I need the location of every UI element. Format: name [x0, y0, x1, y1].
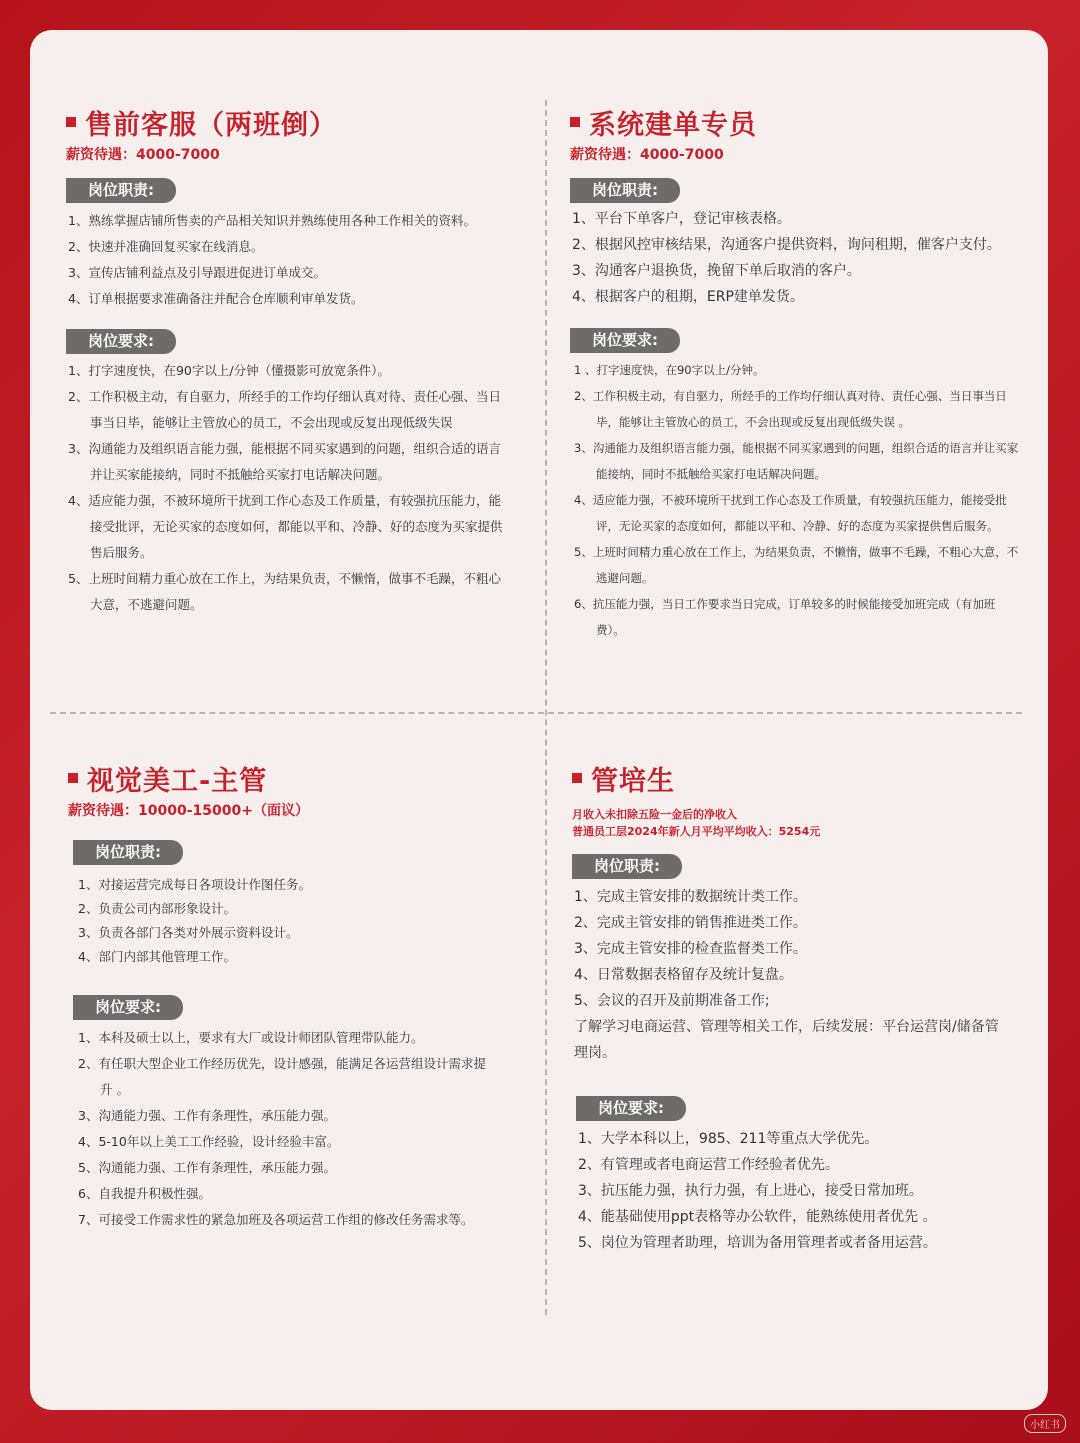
list-item: 4、能基础使用ppt表格等办公软件，能熟练使用者优先 。 — [578, 1209, 937, 1225]
list-item: 4、适应能力强，不被环境所干扰到工作心态及工作质量，有较强抗压能力，能接受批评，无论买家的态度如何，都能以平和、冷静、好的态度为买家提供售后服务。 — [68, 493, 503, 560]
requirements-label: 岗位要求: — [576, 1096, 686, 1121]
watermark-logo: 小红书 — [1024, 1414, 1066, 1433]
duties-list — [572, 206, 1020, 310]
duties-label: 岗位职责: — [73, 840, 183, 865]
duties-label: 岗位职责: — [570, 178, 680, 203]
list-item: 2、工作积极主动，有自驱力，所经手的工作均仔细认真对待、责任心强、当日事当日毕，能够让主管放心的员工，不会出现或反复出现低级失误 。 — [574, 389, 1007, 429]
section-title: 系统建单专员 — [570, 104, 1020, 140]
income-note: 月收入未扣除五险一金后的净收入 — [572, 808, 737, 821]
list-item: 3、沟通能力及组织语言能力强，能根据不同买家遇到的问题，组织合适的语言并让买家能接纳，同时不抵触给买家打电话解决问题。 — [574, 441, 1019, 481]
list-item: 1 、打字速度快，在90字以上/分钟。 — [574, 363, 765, 377]
career-path: 了解学习电商运营、管理等相关工作，后续发展：平台运营岗/储备管理岗。 — [574, 1019, 999, 1061]
list-item: 1、本科及硕士以上，要求有大厂或设计师团队管理带队能力。 — [78, 1030, 424, 1045]
list-item: 3、抗压能力强，执行力强，有上进心，接受日常加班。 — [578, 1183, 923, 1199]
section-order-specialist — [570, 104, 1020, 643]
list-item: 1、熟练掌握店铺所售卖的产品相关知识并熟练使用各种工作相关的资料。 — [68, 213, 476, 228]
list-item: 3、宣传店铺利益点及引导跟进促进订单成交。 — [68, 265, 326, 280]
list-item: 5、岗位为管理者助理，培训为备用管理者或者备用运营。 — [578, 1235, 937, 1251]
list-item: 4、日常数据表格留存及统计复盘。 — [574, 967, 793, 983]
list-item: 2、有管理或者电商运营工作经验者优先。 — [578, 1157, 839, 1173]
list-item: 4、订单根据要求准确备注并配合仓库顺利审单发货。 — [68, 291, 364, 306]
square-bullet-icon — [570, 117, 580, 127]
list-item: 2、根据风控审核结果，沟通客户提供资料，询问租期，催客户支付。 — [572, 237, 1001, 253]
list-item: 5、上班时间精力重心放在工作上，为结果负责，不懒惰，做事不毛躁，不粗心大意，不逃避问题。 — [68, 571, 501, 612]
duties-list — [78, 873, 518, 969]
job-poster-card — [30, 30, 1048, 1410]
square-bullet-icon — [68, 773, 78, 783]
section-title: 管培生 — [572, 760, 1012, 796]
list-item: 3、完成主管安排的检查监督类工作。 — [574, 941, 807, 957]
horizontal-divider — [50, 712, 1022, 714]
requirements-list — [68, 358, 506, 618]
list-item: 2、有任职大型企业工作经历优先，设计感强，能满足各运营组设计需求提升 。 — [78, 1056, 486, 1097]
duties-label: 岗位职责: — [66, 178, 176, 203]
list-item: 6、自我提升积极性强。 — [78, 1186, 211, 1201]
requirements-label: 岗位要求: — [570, 328, 680, 353]
list-item: 1、平台下单客户，登记审核表格。 — [572, 211, 791, 227]
list-item: 4、5-10年以上美工工作经验，设计经验丰富。 — [78, 1134, 340, 1149]
list-item: 3、沟通能力强、工作有条理性，承压能力强。 — [78, 1108, 336, 1123]
list-item: 7、可接受工作需求性的紧急加班及各项运营工作组的修改任务需求等。 — [78, 1212, 474, 1227]
requirements-list — [78, 1025, 498, 1233]
list-item: 4、部门内部其他管理工作。 — [78, 949, 236, 964]
list-item: 4、适应能力强，不被环境所干扰到工作心态及工作质量，有较强抗压能力，能接受批评，无论买家的态度如何，都能以平和、冷静、好的态度为买家提供售后服务。 — [574, 493, 1007, 533]
list-item: 1、打字速度快，在90字以上/分钟（懂摄影可放宽条件）。 — [68, 363, 390, 378]
list-item: 5、上班时间精力重心放在工作上，为结果负责，不懒惰，做事不毛躁，不粗心大意，不逃避问题。 — [574, 545, 1019, 585]
list-item: 2、快速并准确回复买家在线消息。 — [68, 239, 264, 254]
list-item: 3、负责各部门各类对外展示资料设计。 — [78, 925, 299, 940]
square-bullet-icon — [572, 773, 582, 783]
requirements-label: 岗位要求: — [66, 329, 176, 354]
duties-list — [574, 884, 1012, 1014]
salary: 薪资待遇：10000-15000+（面议） — [68, 803, 309, 819]
list-item: 5、会议的召开及前期准备工作; — [574, 993, 770, 1009]
income-average: 普通员工层2024年新人月平均平均收入：5254元 — [572, 825, 821, 838]
section-presales — [66, 104, 506, 618]
section-title: 视觉美工-主管 — [68, 760, 518, 796]
list-item: 2、负责公司内部形象设计。 — [78, 901, 236, 916]
list-item: 2、完成主管安排的销售推进类工作。 — [574, 915, 807, 931]
duties-label: 岗位职责: — [572, 854, 682, 879]
list-item: 4、根据客户的租期，ERP建单发货。 — [572, 289, 804, 305]
list-item: 6、抗压能力强，当日工作要求当日完成，订单较多的时候能接受加班完成（有加班费）。 — [574, 597, 996, 637]
list-item: 1、大学本科以上，985、211等重点大学优先。 — [578, 1131, 879, 1147]
salary: 薪资待遇：4000-7000 — [66, 147, 220, 163]
square-bullet-icon — [66, 117, 76, 127]
requirements-list — [574, 357, 1020, 643]
requirements-label: 岗位要求: — [73, 995, 183, 1020]
section-title: 售前客服（两班倒） — [66, 104, 506, 140]
list-item: 3、沟通能力及组织语言能力强，能根据不同买家遇到的问题，组织合适的语言并让买家能接纳，同时不抵触给买家打电话解决问题。 — [68, 441, 501, 482]
list-item: 1、完成主管安排的数据统计类工作。 — [574, 889, 807, 905]
section-management-trainee — [572, 760, 1012, 1256]
section-visual-designer — [68, 760, 518, 1233]
list-item: 5、沟通能力强、工作有条理性，承压能力强。 — [78, 1160, 336, 1175]
list-item: 2、工作积极主动，有自驱力，所经手的工作均仔细认真对待、责任心强、当日事当日毕，能够让主管放心的员工，不会出现或反复出现低级失误 — [68, 389, 501, 430]
list-item: 1、对接运营完成每日各项设计作图任务。 — [78, 877, 311, 892]
vertical-divider — [545, 100, 547, 1315]
list-item: 3、沟通客户退换货，挽留下单后取消的客户。 — [572, 263, 861, 279]
requirements-list — [578, 1126, 1012, 1256]
duties-list — [68, 208, 506, 312]
salary: 薪资待遇：4000-7000 — [570, 147, 724, 163]
